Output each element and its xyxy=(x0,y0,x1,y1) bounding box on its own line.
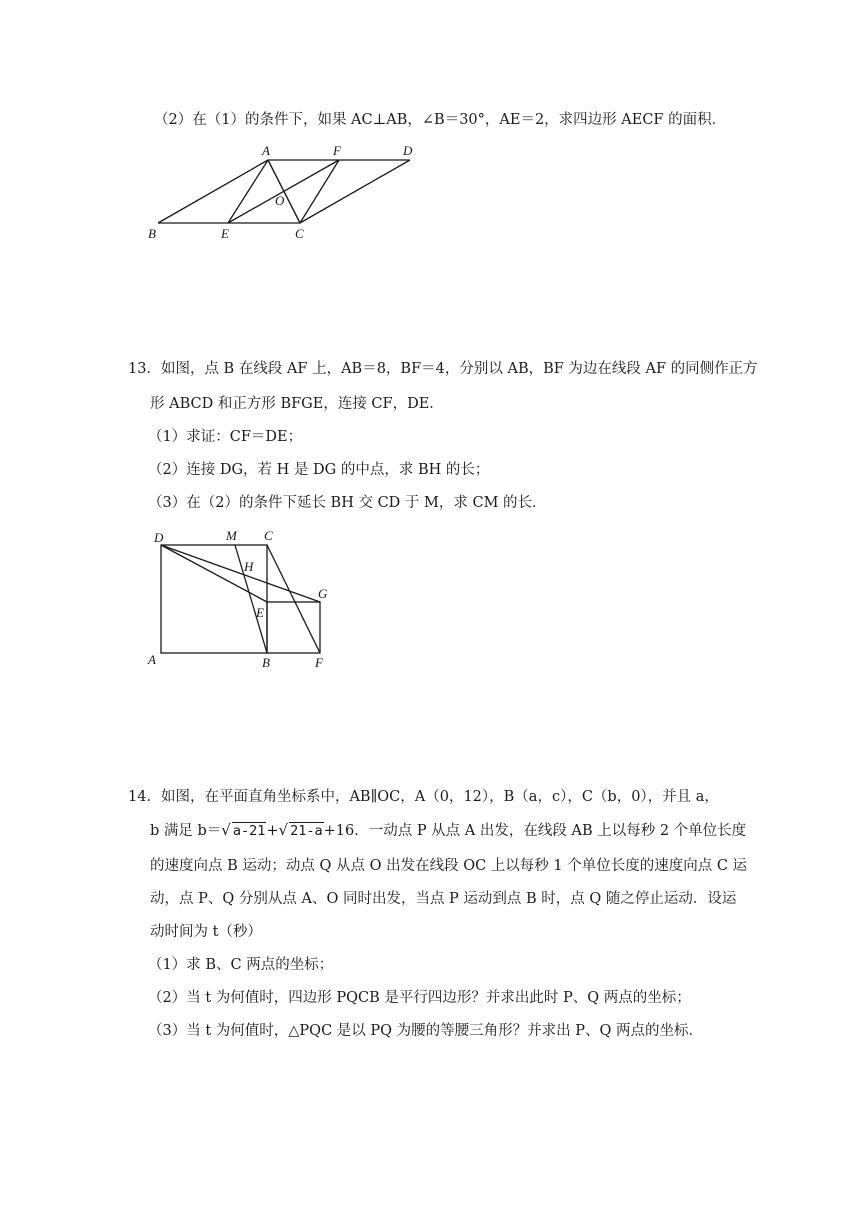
q13-label-F: F xyxy=(315,655,323,670)
q12-label-D: D xyxy=(403,143,413,158)
q14-radical1: a-21 xyxy=(232,823,266,839)
q13-label-B: B xyxy=(262,655,270,670)
q13-stem-line2: 形 ABCD 和正方形 BFGE，连接 CF，DE． xyxy=(150,396,444,412)
q13-label-C: C xyxy=(264,528,273,543)
q14-part2: （2）当 t 为何值时，四边形 PQCB 是平行四边形？并求出此时 P、Q 两点的坐标； xyxy=(148,990,691,1006)
q13-part3: （3）在（2）的条件下延长 BH 交 CD 于 M，求 CM 的长． xyxy=(148,495,547,511)
q13-label-M: M xyxy=(226,528,237,543)
q12-label-A: A xyxy=(262,143,270,158)
q12-part2: （2）在（1）的条件下，如果 AC⊥AB，∠B＝30°，AE＝2，求四边形 AECF 的面积． xyxy=(154,112,727,128)
q14-line2-prefix: b 满足 b＝ xyxy=(150,823,222,839)
q13-label-D: D xyxy=(154,530,164,545)
sqrt-symbol-icon: √ xyxy=(278,821,289,839)
q14-part1: （1）求 B、C 两点的坐标； xyxy=(148,957,334,973)
q14-part3: （3）当 t 为何值时，△PQC 是以 PQ 为腰的等腰三角形？并求出 P、Q 两点的坐标． xyxy=(148,1023,703,1039)
q12-label-F: F xyxy=(333,143,341,158)
q13-label-G: G xyxy=(318,586,328,601)
q14-stem-line5: 动时间为 t（秒） xyxy=(150,924,262,940)
q13-part2: （2）连接 DG，若 H 是 DG 的中点，求 BH 的长； xyxy=(148,462,490,478)
q12-label-C: C xyxy=(295,226,304,241)
q14-line2-suffix: +16．一动点 P 从点 A 出发，在线段 AB 上以每秒 2 个单位长度 xyxy=(323,823,747,839)
q13-part1: （1）求证：CF＝DE； xyxy=(148,429,303,445)
q14-radical2: 21-a xyxy=(290,823,323,839)
q12-label-B: B xyxy=(148,226,156,241)
q14-stem-line1: 14．如图，在平面直角坐标系中，AB∥OC，A（0，12），B（a，c），C（b，0），并且 a， xyxy=(128,789,719,805)
q14-stem-line3: 的速度向点 B 运动；动点 Q 从点 O 出发在线段 OC 上以每秒 1 个单位长度的速度向点 C 运 xyxy=(150,858,748,874)
sqrt-symbol-icon: √ xyxy=(221,821,231,839)
q13-stem-line1: 13．如图，点 B 在线段 AF 上，AB＝8，BF＝4，分别以 AB，BF 为边在线段 AF 的同侧作正方 xyxy=(128,361,758,377)
q12-label-O: O xyxy=(275,193,285,208)
q13-label-H: H xyxy=(244,559,254,574)
q13-figure xyxy=(140,524,340,674)
q14-stem-line4: 动，点 P、Q 分别从点 A、O 同时出发，当点 P 运动到点 B 时，点 Q 随之停止运动．设运 xyxy=(150,891,737,907)
q12-label-E: E xyxy=(221,226,229,241)
q13-label-A: A xyxy=(148,652,156,667)
q13-label-E: E xyxy=(256,605,264,620)
q12-figure xyxy=(140,140,430,245)
q14-plus: + xyxy=(266,823,279,839)
q14-stem-line2 xyxy=(150,820,746,841)
